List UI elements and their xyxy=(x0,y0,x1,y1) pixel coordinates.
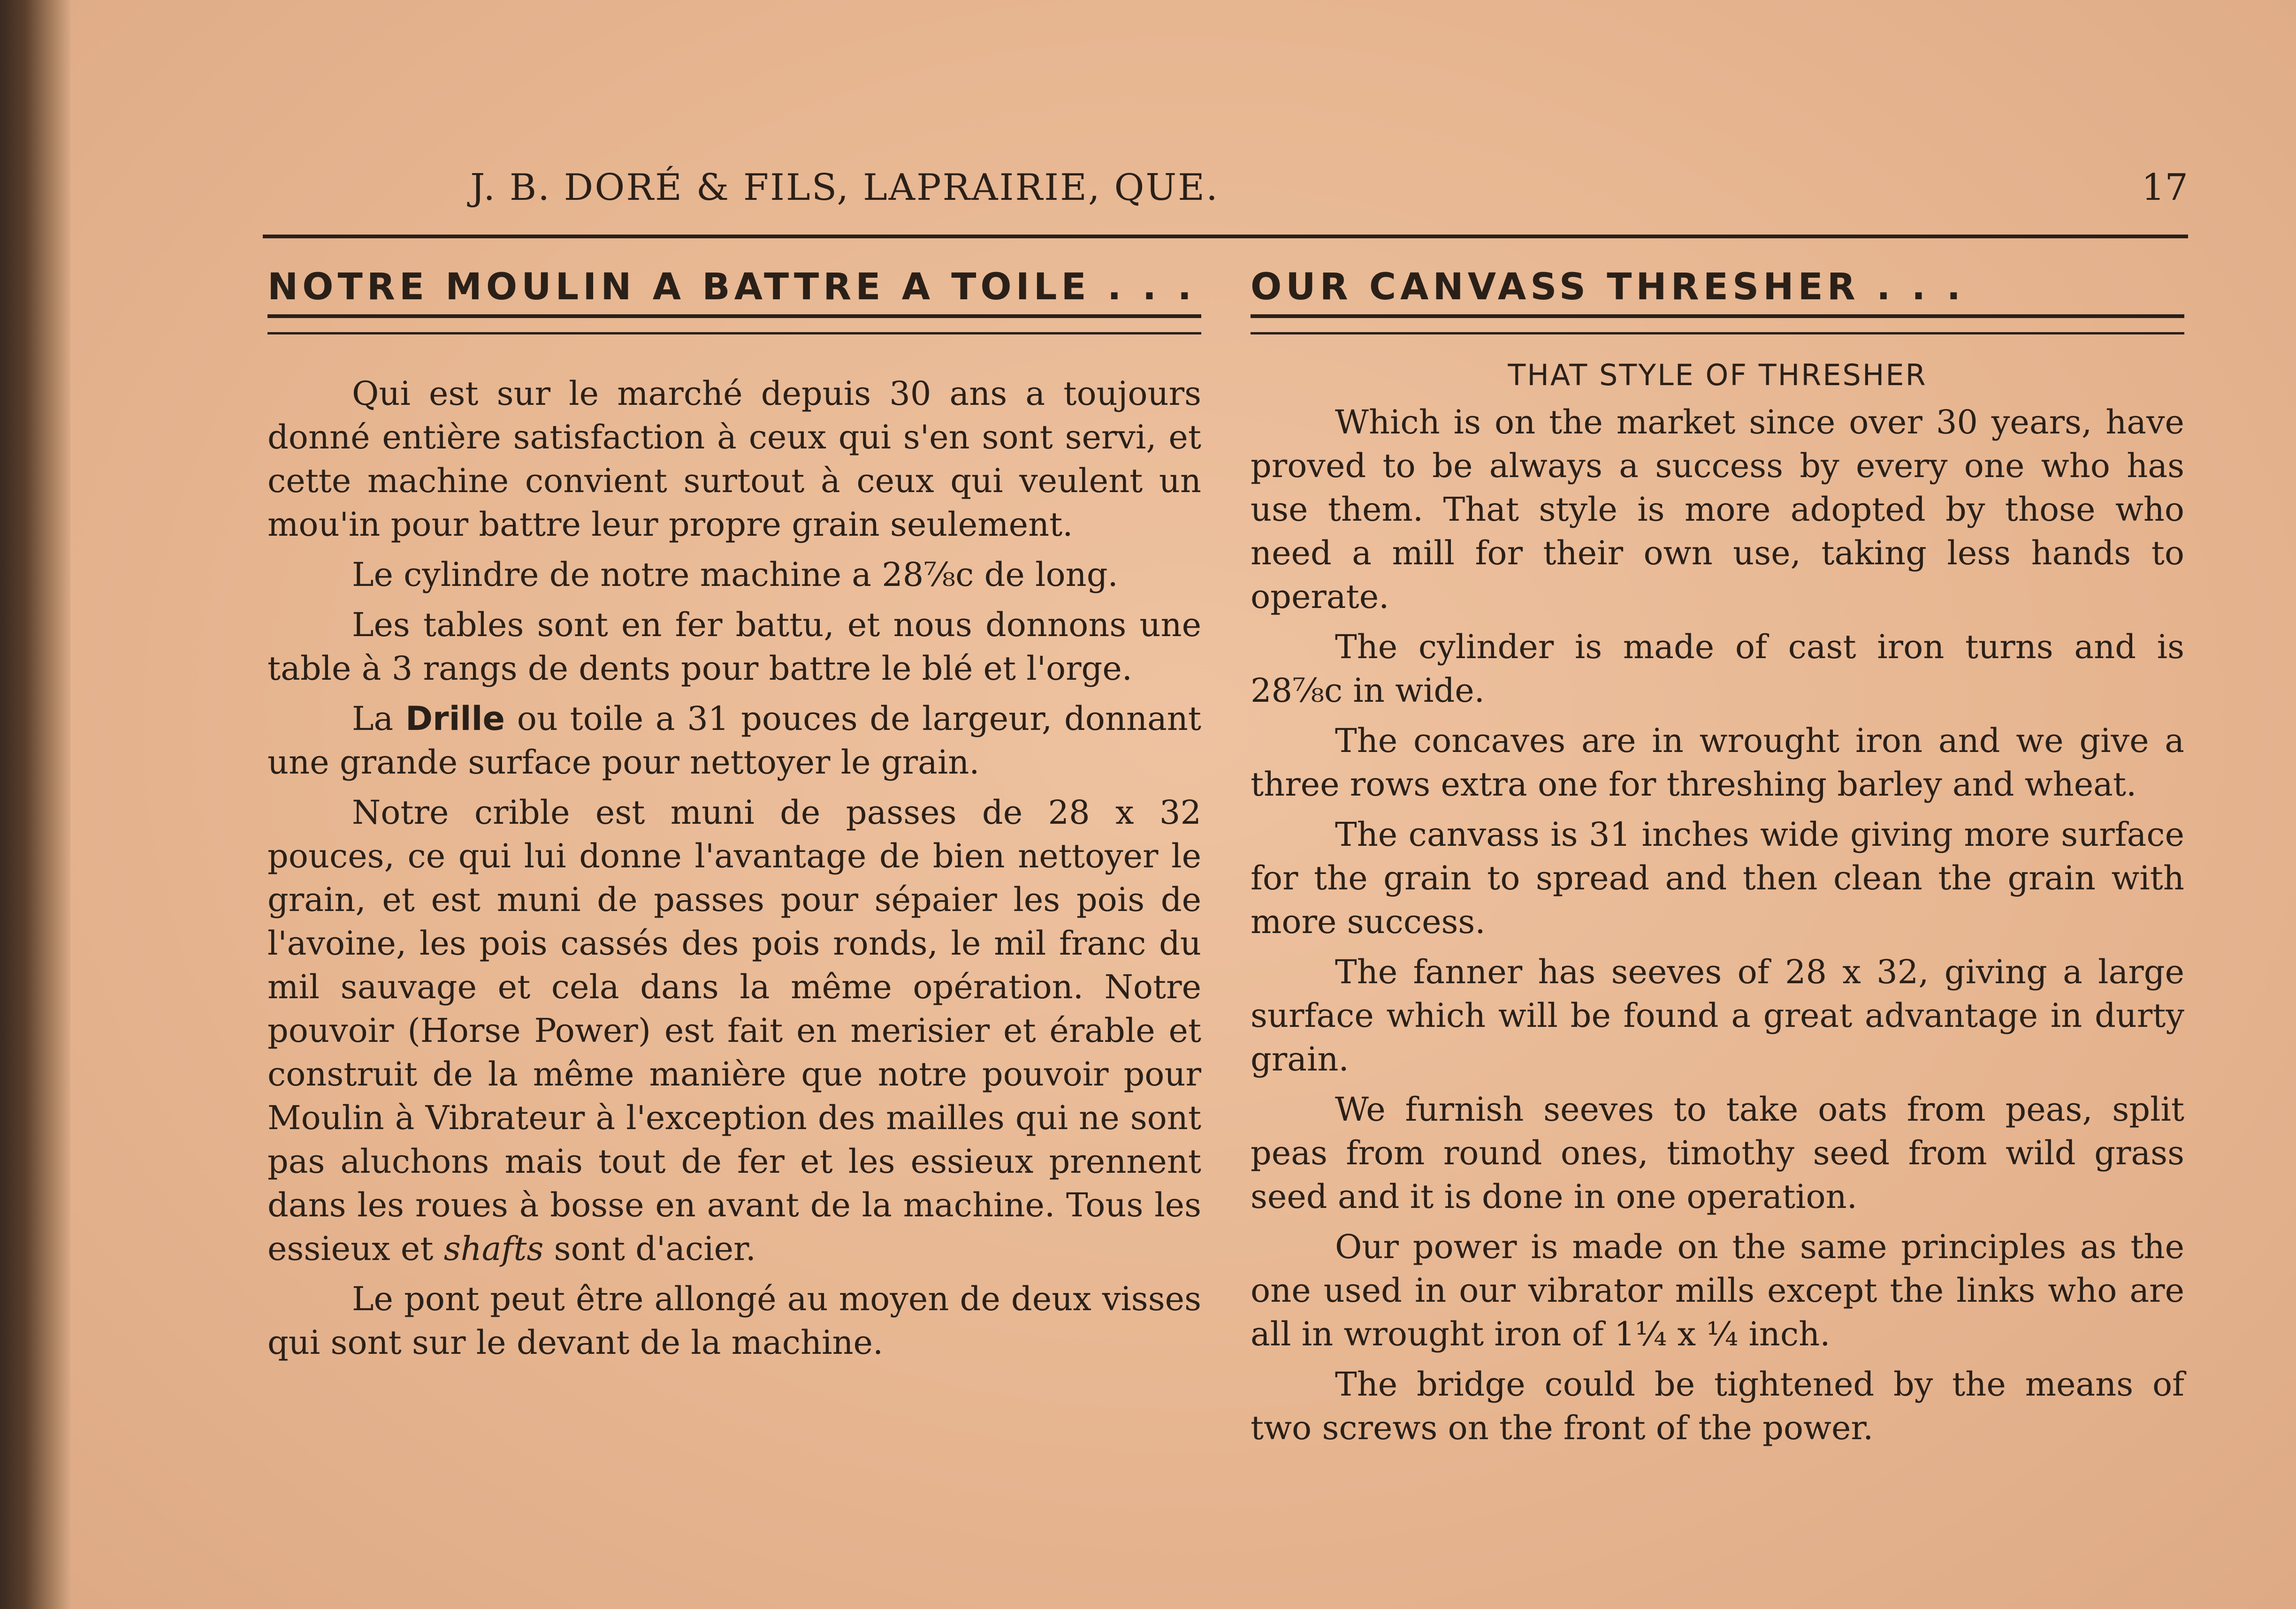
running-head: J. B. DORÉ & FILS, LAPRAIRIE, QUE. xyxy=(470,167,1219,209)
page-number: 17 xyxy=(2141,167,2188,209)
page-header xyxy=(263,167,2188,218)
french-paragraph: Les tables sont en fer battu, et nous donnons une table à 3 rangs de dents pour battre le blé et l'orge. xyxy=(267,605,1201,688)
english-paragraph: The concaves are in wrought iron and we give a three rows extra one for threshing barley and wheat. xyxy=(1251,721,2184,804)
english-paragraph: The bridge could be tightened by the means of two screws on the front of the power. xyxy=(1251,1365,2184,1447)
english-heading: OUR CANVASS THRESHER . . . xyxy=(1251,266,1965,308)
french-heading: NOTRE MOULIN A BATTRE A TOILE . . . xyxy=(267,266,1196,308)
drille-before: La xyxy=(352,699,405,738)
book-binding-shadow xyxy=(0,0,70,1609)
english-paragraph: The canvass is 31 inches wide giving more surface for the grain to spread and then clean the grain with more success. xyxy=(1251,815,2184,941)
english-heading-rule xyxy=(1251,314,2184,334)
crible-text: Notre crible est muni de passes de 28 x 32 pouces, ce qui lui donne l'avantage de bien nettoyer le grain, et est muni de passes pour sépaier les pois de l'avoine, les pois cassés des pois ronds, le mil franc du mil sauvage et cela dans la même opération. Notre pouvoir (Horse Power) est fait en merisier et érable et construit de la même manière que notre pouvoir pour Moulin à Vibrateur à l'exception des mailles qui ne sont pas aluchons mais tout de fer et les essieux prennent dans les roues à bosse en avant de la machine. Tous les essieux et xyxy=(267,793,1201,1268)
french-paragraph: Qui est sur le marché depuis 30 ans a toujours donné entière satisfaction à ceux qui s'en sont servi, et cette machine convient surtout à ceux qui veulent un mou'in pour battre leur propre grain seulement. xyxy=(267,374,1201,544)
french-heading-rule xyxy=(267,314,1201,334)
header-rule xyxy=(263,235,2188,238)
french-column xyxy=(267,256,1201,1371)
french-paragraph-drille xyxy=(267,697,1201,784)
english-column xyxy=(1251,256,2184,1457)
shafts-after: sont d'acier. xyxy=(543,1229,756,1268)
french-paragraph-crible xyxy=(267,791,1201,1271)
drille-after: ou toile a 31 pouces de largeur, donnant une grande surface pour nettoyer le grain. xyxy=(267,699,1202,782)
drille-bold: Drille xyxy=(405,699,505,738)
english-paragraph: Our power is made on the same principles as the one used in our vibrator mills except the links who are all in wrought iron of 1¼ x ¼ inch. xyxy=(1251,1227,2184,1353)
english-paragraph: We furnish seeves to take oats from peas, split peas from round ones, timothy seed from wild grass seed and it is done in one operation. xyxy=(1251,1090,2184,1216)
shafts-italic: shafts xyxy=(443,1229,544,1268)
french-paragraph: Le cylindre de notre machine a 28⅞c de long. xyxy=(352,555,1118,594)
french-paragraph: Le pont peut être allongé au moyen de deux visses qui sont sur le devant de la machine. xyxy=(267,1279,1201,1362)
english-paragraph: Which is on the market since over 30 years, have proved to be always a success by every one who has use them. That style is more adopted by those who need a mill for their own use, taking less hands to operate. xyxy=(1251,402,2184,616)
english-paragraph: The fanner has seeves of 28 x 32, giving a large surface which will be found a great advantage in durty grain. xyxy=(1251,952,2184,1078)
english-subheading: THAT STYLE OF THRESHER xyxy=(1508,357,1927,392)
english-paragraph: The cylinder is made of cast iron turns and is 28⅞c in wide. xyxy=(1251,627,2184,710)
